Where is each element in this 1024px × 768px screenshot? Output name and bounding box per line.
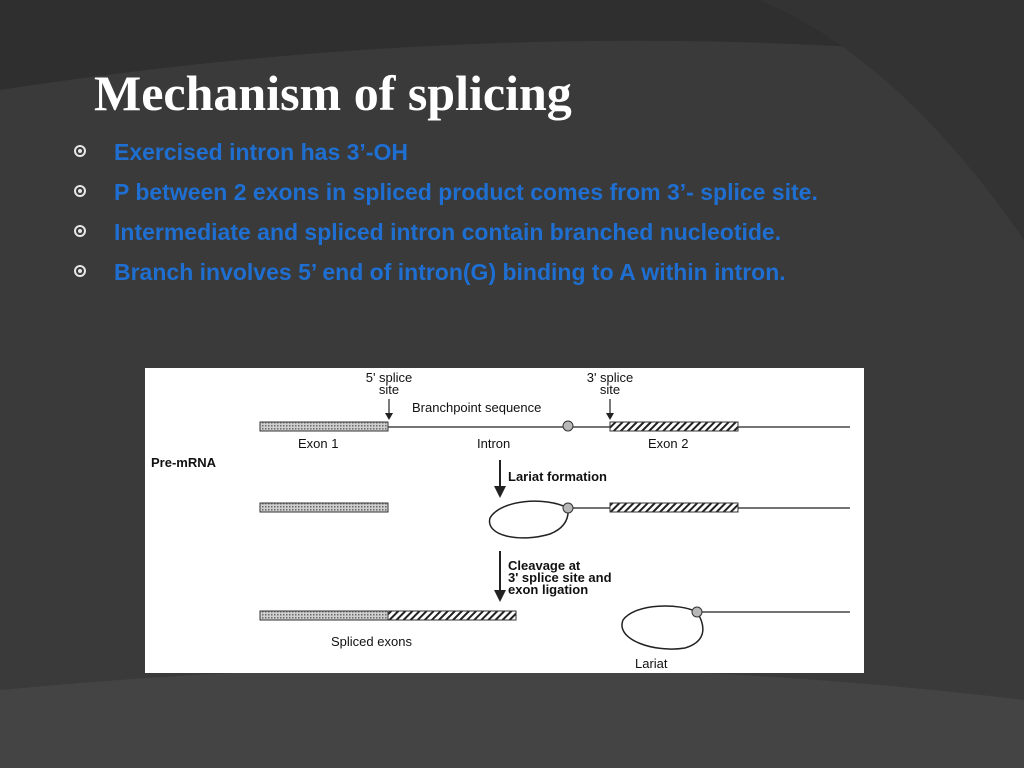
branchpoint-dot bbox=[692, 607, 702, 617]
branchpoint-label: Branchpoint sequence bbox=[412, 400, 542, 415]
exon2-box bbox=[610, 503, 738, 512]
bullet-text: Exercised intron has 3’-OH bbox=[114, 139, 408, 165]
cleavage-label-line1: Cleavage at bbox=[508, 558, 581, 573]
exon1-box bbox=[260, 611, 388, 620]
pre-mrna-label: Pre-mRNA bbox=[151, 455, 217, 470]
step-arrow bbox=[494, 551, 506, 602]
exon1-box bbox=[260, 503, 388, 512]
bullet-item bbox=[72, 136, 962, 169]
bullet-item bbox=[72, 216, 962, 249]
lariat-label: Lariat bbox=[635, 656, 668, 671]
cleavage-label-line3: exon ligation bbox=[508, 582, 589, 597]
exon2-box bbox=[388, 611, 516, 620]
circle-bullet-icon bbox=[74, 225, 86, 237]
spliced-exons-label: Spliced exons bbox=[331, 634, 412, 649]
splicing-diagram bbox=[145, 368, 864, 673]
bullet-item bbox=[72, 256, 962, 289]
intron-label: Intron bbox=[477, 436, 511, 451]
pre-mrna-row bbox=[260, 399, 850, 431]
lariat-loop bbox=[622, 606, 703, 649]
branchpoint-dot bbox=[563, 503, 573, 513]
lariat-intermediate-row bbox=[260, 501, 850, 538]
cleavage-label-line2: 3' splice site and bbox=[508, 570, 612, 585]
slide-title: Mechanism of splicing bbox=[94, 65, 572, 121]
circle-bullet-icon bbox=[74, 265, 86, 277]
exon1-box bbox=[260, 422, 388, 431]
circle-bullet-icon bbox=[74, 145, 86, 157]
step-arrow bbox=[494, 460, 506, 498]
bullet-text: Branch involves 5’ end of intron(G) binding to A within intron. bbox=[114, 259, 786, 285]
five-prime-site-label: site bbox=[378, 382, 400, 397]
five-prime-splice-label: 5' splice bbox=[365, 370, 413, 385]
bullet-item bbox=[72, 176, 962, 209]
exon2-label: Exon 2 bbox=[648, 436, 689, 451]
bullet-text: Intermediate and spliced intron contain branched nucleotide. bbox=[114, 219, 782, 245]
three-prime-splice-label: 3' splice bbox=[586, 370, 634, 385]
exon2-box bbox=[610, 422, 738, 431]
circle-bullet-icon bbox=[74, 185, 86, 197]
lariat-formation-label: Lariat formation bbox=[508, 469, 607, 484]
branchpoint-dot bbox=[563, 421, 573, 431]
bullet-list bbox=[72, 136, 962, 296]
lariat-loop bbox=[490, 501, 569, 538]
bullet-text: P between 2 exons in spliced product comes from 3’- splice site. bbox=[114, 179, 818, 205]
three-prime-site-label: site bbox=[599, 382, 621, 397]
exon1-label: Exon 1 bbox=[298, 436, 339, 451]
